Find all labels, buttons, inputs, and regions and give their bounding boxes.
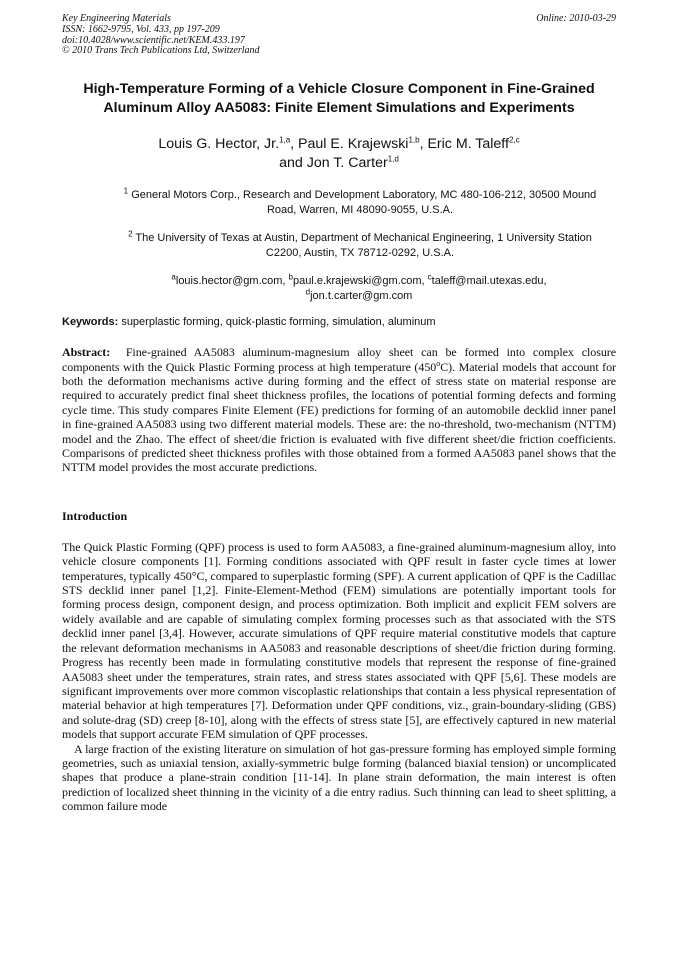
- keywords-text: superplastic forming, quick-plastic forming, simulation, aluminum: [121, 316, 436, 329]
- affiliation-2: [112, 231, 608, 260]
- paper-page: [62, 14, 616, 814]
- affiliation-1: [112, 188, 608, 217]
- author-name: Jon T. Carter: [306, 155, 388, 172]
- email-list: [102, 274, 616, 303]
- author-sup: 1,b: [408, 135, 420, 145]
- affiliation-number: 2: [128, 229, 133, 239]
- journal-name: Key Engineering Materials: [62, 13, 171, 24]
- abstract: [62, 345, 616, 475]
- author-name: Louis G. Hector, Jr.: [158, 136, 280, 153]
- email-link[interactable]: paul.e.krajewski@gm.com,: [292, 275, 425, 288]
- affiliation-number: 1: [123, 186, 129, 196]
- email-sup: b: [288, 272, 293, 282]
- email-link[interactable]: taleff@mail.utexas.edu,: [431, 275, 547, 288]
- author-sup: 1,d: [387, 154, 399, 164]
- author-sup: 1,a: [279, 135, 291, 145]
- keywords-label: Keywords:: [62, 316, 119, 329]
- abstract-label: Abstract:: [62, 345, 111, 360]
- intro-paragraph-1: The Quick Plastic Forming (QPF) process is used to form AA5083, a fine-grained aluminum-magnesium alloy, into vehicle closure components [1]. Forming conditions associated with QPF result in faster cycle times at lower temperatures, typically 450°C, compared to superplastic forming (SPF). A current application of QPF is the Cadillac STS decklid inner panel [1,2]. Finite-Element-Method (FEM) simulations are potentially important tools for forming process design, component design, and process optimization. Both implicit and explicit FEM solvers are widely available and are capable of simulating complex forming processes such as that associated with the STS decklid inner panel [3,4]. However, accurate simulations of QPF require material constitutive models that capture the relevant deformation mechanisms in AA5083 and reasonable descriptions of sheet/die friction during forming. Progress has recently been made in formulating constitutive models that represent the response of fine-grained AA5083 sheet under the temperatures, strain rates, and stress states associated with QPF [5,6]. These models are significant improvements over more common viscoplastic relationships that contain a less physical representation of material behavior at high temperatures [7]. Deformation under QPF conditions, viz., grain-boundary-sliding (GBS) and solute-drag (SD) creep [8-10], along with the effects of stress state [5], are effectively captured in new material models that support accurate FEM simulation of QPF processes.: [62, 539, 616, 742]
- abstract-text: C). Material models that account for both the deformation mechanisms active during forming and the effect of stress state on material response are required to accurately predict final sheet thickness profiles, the locations of potential forming defects and forming cycle time. This study compares Finite Element (FE) predictions for forming of an automobile decklid inner panel in fine-grained AA5083 using two different material models. These are: the no-threshold, two-mechanism (NTTM) model and the Zhao. The effect of sheet/die friction is evaluated with five different sheet/die friction coefficients. Comparisons of predicted sheet thickness profiles with those obtained from a formed AA5083 panel shows that the NTTM model provides the most accurate predictions.: [62, 359, 616, 475]
- introduction-heading: Introduction: [62, 508, 128, 523]
- affiliation-text: General Motors Corp., Research and Development Laboratory, MC 480-106-212, 30500 Mound Road, Warren, MI 48090-9055, U.S.A.: [131, 189, 597, 216]
- online-date: Online: 2010-03-29: [536, 13, 616, 24]
- keywords: [62, 315, 616, 329]
- email-sup: c: [427, 272, 432, 282]
- affiliation-text: The University of Texas at Austin, Department of Mechanical Engineering, 1 University Station C2200, Austin, TX 78712-0292, U.S.A.: [135, 232, 592, 259]
- author-name: Paul E. Krajewski: [298, 136, 409, 153]
- journal-header: [62, 14, 616, 57]
- email-link[interactable]: louis.hector@gm.com,: [175, 275, 286, 288]
- issn-line: ISSN: 1662-9795, Vol. 433, pp 197-209: [62, 23, 220, 35]
- intro-paragraph-2: A large fraction of the existing literature on simulation of hot gas-pressure forming has employed simple forming geometries, such as uniaxial tension, axially-symmetric bulge forming (balanced biaxial tension) or uncomplicated shapes that produce a plane-strain condition [11-14]. In plane strain deformation, the main interest is often prediction of localized sheet thinning in the vicinity of a die entry radius. Such thinning can lead to sheet splitting, a common failure mode: [62, 741, 616, 814]
- author-sup: 2,c: [508, 135, 520, 145]
- degree-symbol: o: [436, 358, 441, 368]
- copyright-line: © 2010 Trans Tech Publications Ltd, Switzerland: [62, 45, 260, 57]
- paper-title: High-Temperature Forming of a Vehicle Closure Component in Fine-Grained Aluminum Alloy AA5083: Finite Element Simulations and Experiments: [83, 81, 595, 117]
- abstract-text: Fine-grained AA5083 aluminum-magnesium alloy sheet can be formed into complex closure components with the Quick Plastic Forming process at high temperature (450: [62, 345, 616, 374]
- author-name: Eric M. Taleff: [427, 136, 509, 153]
- email-sup: a: [171, 272, 176, 282]
- author-list: Louis G. Hector, Jr.$^{1,a}$, Paul E. Krajewski$^{1,b}$, Eric M. Taleff$^{2,c}$ and Jon T. Carter$^{1,d}$: [158, 135, 520, 172]
- email-sup: d: [305, 287, 311, 297]
- email-link[interactable]: jon.t.carter@gm.com: [310, 289, 413, 302]
- author-and: and: [279, 155, 303, 172]
- doi-line: doi:10.4028/www.scientific.net/KEM.433.197: [62, 34, 245, 46]
